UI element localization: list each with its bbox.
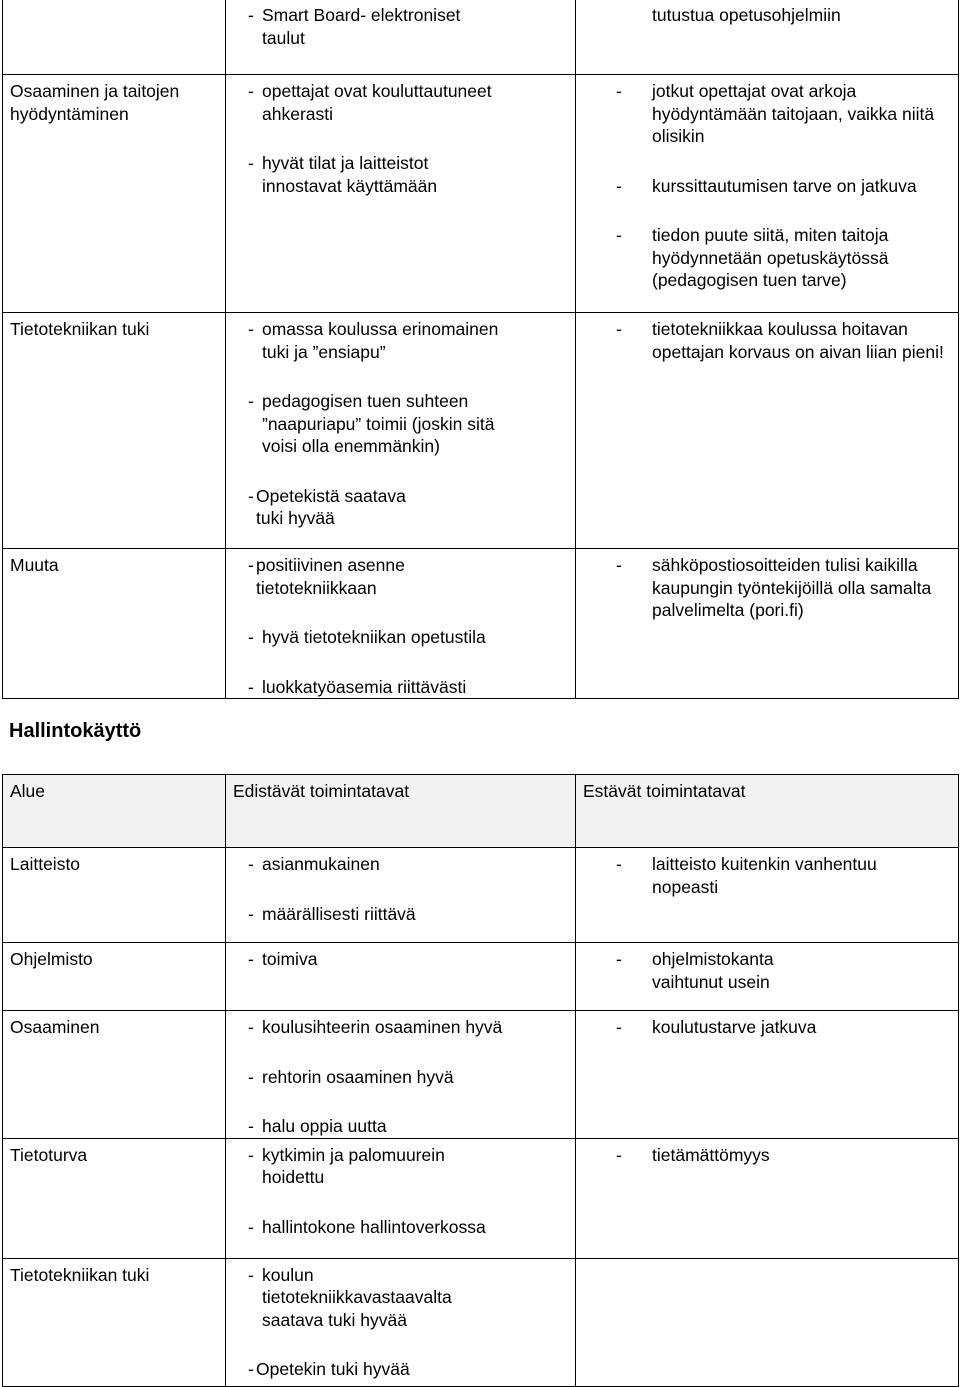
list-item: - hyvät tilat ja laitteistot innostavat käyttämään: [248, 153, 438, 196]
list-item: - ohjelmistokanta vaihtunut usein: [616, 949, 774, 992]
list-item: - Smart Board- elektroniset taulut: [248, 5, 461, 48]
list-item: - koulun tietotekniikkavastaavalta saatava tuki hyvää: [248, 1264, 452, 1330]
list-item: - koulusihteerin osaaminen hyvä: [248, 1017, 503, 1037]
table-row: [3, 943, 959, 1011]
table-1: [2, 0, 959, 699]
table-2: [2, 774, 959, 1387]
list-item: - hyvä tietotekniikan opetustila: [248, 627, 486, 647]
list-item: - jotkut opettajat ovat arkoja hyödyntämään taitojaan, vaikka niitä olisikin: [616, 81, 935, 146]
table-row: [3, 0, 959, 75]
list-item: - Opetekin tuki hyvää: [248, 1359, 410, 1379]
list-item: - tietämättömyys: [616, 1144, 770, 1165]
list-item: - toimiva: [248, 949, 318, 969]
row-label: Tietotekniikan tuki: [3, 1258, 226, 1386]
list-item: - rehtorin osaaminen hyvä: [248, 1066, 454, 1087]
list-item: - tietotekniikkaa koulussa hoitavan opettajan korvaus on aivan liian pieni!: [616, 319, 944, 362]
list-item: - määrällisesti riittävä: [248, 903, 416, 924]
list-item: - pedagogisen tuen suhteen ”naapuriapu” toimii (joskin sitä voisi olla enemmänkin): [248, 391, 495, 456]
list-item: - omassa koulussa erinomainen tuki ja ”ensiapu”: [248, 319, 499, 362]
table-row: [3, 848, 959, 943]
list-item: - luokkatyöasemia riittävästi: [248, 676, 467, 697]
column-header: Estävät toimintatavat: [576, 775, 959, 848]
list-item: - hallintokone hallintoverkossa: [248, 1216, 486, 1237]
list-item: - koulutustarve jatkuva: [616, 1017, 817, 1037]
list-item: - tiedon puute siitä, miten taitoja hyödynnetään opetuskäytössä (pedagogisen tuen tarve): [616, 225, 889, 290]
cell-text: tutustua opetusohjelmiin: [652, 5, 841, 25]
list-item: - Opetekistä saatava tuki hyvää: [248, 485, 406, 528]
row-label: [3, 0, 226, 75]
list-item: - opettajat ovat kouluttautuneet ahkerasti: [248, 81, 492, 124]
list-item: - asianmukainen: [248, 854, 380, 874]
list-item: - kytkimin ja palomuurein hoidettu: [248, 1144, 445, 1187]
table-row: [3, 1011, 959, 1139]
table-row: [3, 75, 959, 313]
table-row: [3, 1258, 959, 1386]
table-row: [3, 549, 959, 699]
section-title: Hallintokäyttö: [9, 720, 142, 742]
list-item: - halu oppia uutta: [248, 1116, 387, 1136]
column-header: Alue: [3, 775, 226, 848]
list-item: - kurssittautumisen tarve on jatkuva: [616, 175, 917, 196]
list-item: - laitteisto kuitenkin vanhentuu nopeasti: [616, 854, 877, 897]
table-row: [3, 313, 959, 549]
row-label: Tietotekniikan tuki: [3, 313, 226, 549]
table-row: [3, 1138, 959, 1258]
row-label: Ohjelmisto: [3, 943, 226, 1011]
list-item: - positiivinen asenne tietotekniikkaan: [248, 555, 405, 598]
row-label: Muuta: [3, 549, 226, 699]
row-label: Osaaminen: [3, 1011, 226, 1139]
row-label: Osaaminen ja taitojen hyödyntäminen: [3, 75, 226, 313]
list-item: - sähköpostiosoitteiden tulisi kaikilla kaupungin työntekijöillä olla samalta palvelimelta (pori.fi): [616, 555, 932, 620]
table-header-row: [3, 775, 959, 848]
column-header: Edistävät toimintatavat: [226, 775, 576, 848]
row-label: Tietoturva: [3, 1138, 226, 1258]
row-label: Laitteisto: [3, 848, 226, 943]
